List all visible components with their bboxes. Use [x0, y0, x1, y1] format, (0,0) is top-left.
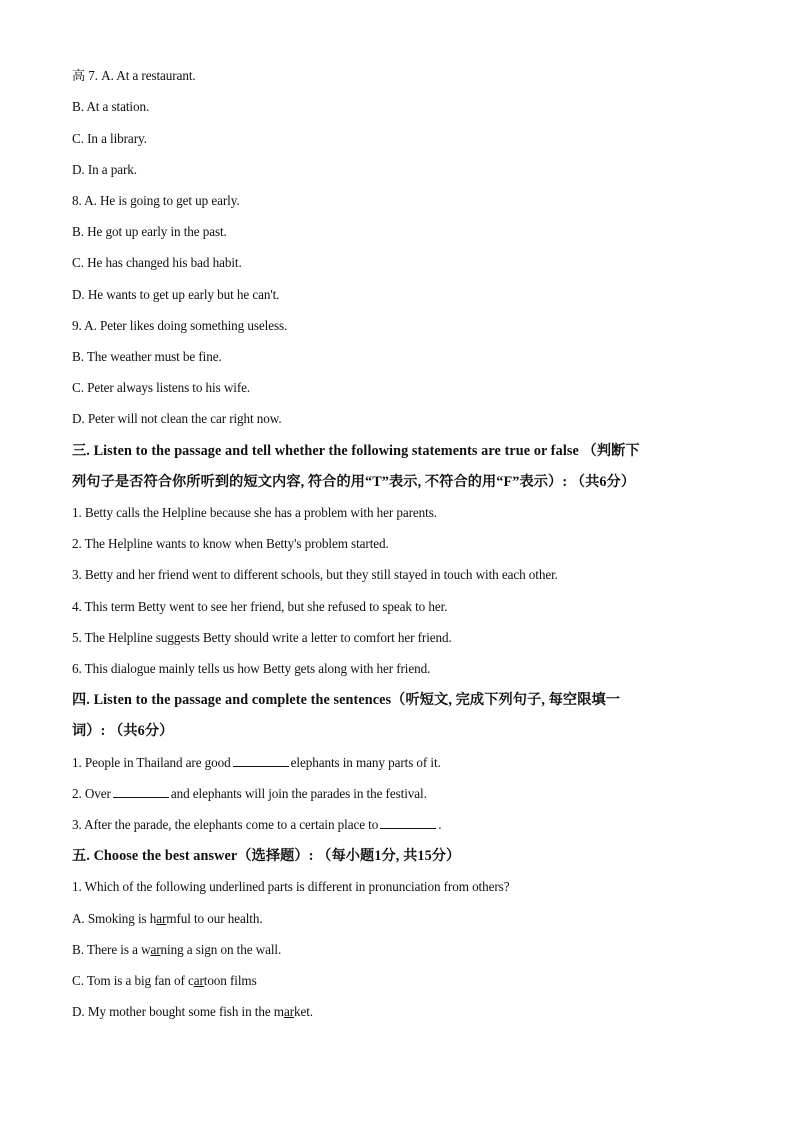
q9-option-d: D. Peter will not clean the car right now. — [72, 411, 282, 426]
q9-option-c: C. Peter always listens to his wife. — [72, 380, 251, 395]
section3-item-4: 4. This term Betty went to see her friend, but she refused to speak to her. — [72, 599, 448, 614]
section4-heading-line1: 四. Listen to the passage and complete the sentences（听短文, 完成下列句子, 每空限填一 — [72, 692, 621, 708]
q8-option-a: 8. A. He is going to get up early. — [72, 193, 240, 208]
section4-heading-line2: 词）: （共6分） — [72, 723, 174, 739]
underlined-part: ar — [156, 911, 167, 926]
section5-option-d: D. My mother bought some fish in the market. — [72, 1004, 314, 1019]
q8-option-c: C. He has changed his bad habit. — [72, 255, 242, 270]
q8-option-d: D. He wants to get up early but he can't. — [72, 287, 280, 302]
answer-blank-1[interactable] — [233, 755, 289, 767]
section5-option-b: B. There is a warning a sign on the wall. — [72, 942, 282, 957]
section3-item-5: 5. The Helpline suggests Betty should write a letter to comfort her friend. — [72, 630, 452, 645]
underlined-part: ar — [283, 1004, 294, 1019]
section4-sentence-3: 3. After the parade, the elephants come to a certain place to . — [72, 817, 442, 832]
section5-question-1: 1. Which of the following underlined parts is different in pronunciation from others? — [72, 879, 510, 894]
section3-item-3: 3. Betty and her friend went to different schools, but they still stayed in touch with each other. — [72, 567, 558, 582]
underlined-part: ar — [150, 942, 161, 957]
section3-heading-line2: 列句子是否符合你所听到的短文内容, 符合的用“T”表示, 不符合的用“F”表示）: （共6分） — [72, 474, 636, 490]
q7-option-b: B. At a station. — [72, 99, 150, 114]
answer-blank-2[interactable] — [113, 786, 169, 798]
q7-prefix: 高 — [72, 68, 86, 83]
underlined-part: ar — [193, 973, 204, 988]
section5-option-c: C. Tom is a big fan of cartoon films — [72, 973, 257, 988]
section5-heading: 五. Choose the best answer（选择题）: （每小题1分, 共15分） — [72, 848, 461, 864]
section3-item-1: 1. Betty calls the Helpline because she has a problem with her parents. — [72, 505, 437, 520]
answer-blank-3[interactable] — [380, 817, 436, 829]
q7-option-a: 高 7. A. At a restaurant. — [72, 68, 196, 83]
section3-item-6: 6. This dialogue mainly tells us how Betty gets along with her friend. — [72, 661, 431, 676]
section3-heading-line1: 三. Listen to the passage and tell whether the following statements are true or false （判断下 — [72, 443, 640, 459]
q9-option-b: B. The weather must be fine. — [72, 349, 222, 364]
section5-option-a: A. Smoking is harmful to our health. — [72, 911, 263, 926]
q8-option-b: B. He got up early in the past. — [72, 224, 227, 239]
section4-sentence-2: 2. Over and elephants will join the parades in the festival. — [72, 786, 427, 801]
q9-option-a: 9. A. Peter likes doing something useless. — [72, 318, 288, 333]
q7-option-c: C. In a library. — [72, 131, 147, 146]
section3-item-2: 2. The Helpline wants to know when Betty's problem started. — [72, 536, 389, 551]
section4-sentence-1: 1. People in Thailand are good elephants in many parts of it. — [72, 755, 441, 770]
q7-option-d: D. In a park. — [72, 162, 137, 177]
